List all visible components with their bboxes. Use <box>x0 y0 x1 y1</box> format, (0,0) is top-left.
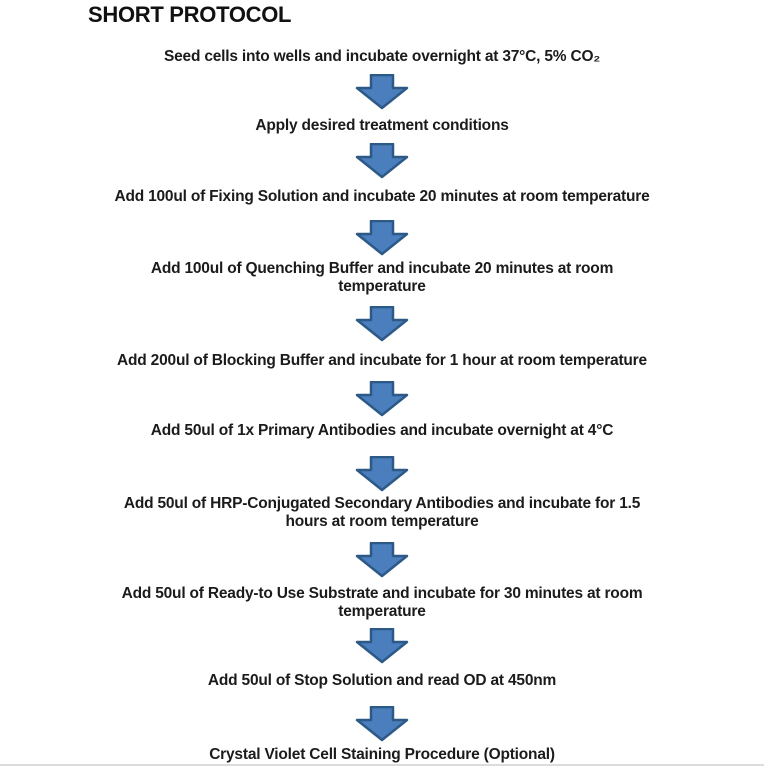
step-blocking-buffer <box>0 352 764 370</box>
step-text: Add 50ul of 1x Primary Antibodies and incubate overnight at 4°C <box>150 422 614 439</box>
step-seed-cells <box>0 48 764 66</box>
arrow-down-icon <box>0 381 764 417</box>
step-text: Add 50ul of HRP-Conjugated Secondary Antibodies and incubate for 1.5 <box>123 495 641 512</box>
arrow-down-shape <box>357 543 407 576</box>
arrow-down-icon <box>0 628 764 664</box>
page-title: SHORT PROTOCOL <box>88 2 292 27</box>
step-quenching-buffer <box>0 260 764 296</box>
step-secondary-antibodies <box>0 495 764 531</box>
arrow-down-icon <box>0 74 764 110</box>
short-protocol-flowchart <box>0 2 764 766</box>
step-text: Crystal Violet Cell Staining Procedure (Optional) <box>209 746 555 763</box>
step-apply-treatment <box>0 117 764 135</box>
step-text: Apply desired treatment conditions <box>255 117 509 134</box>
arrow-down-shape <box>357 75 407 108</box>
arrow-down-icon <box>0 143 764 179</box>
step-text: temperature <box>338 278 426 295</box>
arrow-down-shape <box>357 707 407 740</box>
arrow-down-shape <box>357 144 407 177</box>
step-text: Add 200ul of Blocking Buffer and incubate for 1 hour at room temperature <box>117 352 647 369</box>
step-primary-antibodies <box>0 422 764 440</box>
step-substrate <box>0 585 764 621</box>
step-text: Seed cells into wells and incubate overnight at 37°C, 5% CO₂ <box>163 48 601 65</box>
step-text: Add 100ul of Fixing Solution and incubate 20 minutes at room temperature <box>114 188 650 205</box>
step-text: hours at room temperature <box>285 513 479 530</box>
step-text: temperature <box>338 603 426 620</box>
arrow-down-icon <box>0 306 764 342</box>
arrow-down-icon <box>0 456 764 492</box>
step-stop-solution <box>0 672 764 690</box>
step-text: Add 100ul of Quenching Buffer and incubate 20 minutes at room <box>150 260 614 277</box>
arrow-down-shape <box>357 457 407 490</box>
arrow-down-icon <box>0 706 764 742</box>
arrow-down-shape <box>357 382 407 415</box>
step-text: Add 50ul of Ready-to Use Substrate and incubate for 30 minutes at room <box>121 585 643 602</box>
arrow-down-icon <box>0 220 764 256</box>
step-crystal-violet <box>0 746 764 764</box>
arrow-down-shape <box>357 307 407 340</box>
step-text: Add 50ul of Stop Solution and read OD at 450nm <box>207 672 557 689</box>
arrow-down-shape <box>357 629 407 662</box>
arrow-down-shape <box>357 221 407 254</box>
step-fixing-solution <box>0 188 764 206</box>
arrow-down-icon <box>0 542 764 578</box>
